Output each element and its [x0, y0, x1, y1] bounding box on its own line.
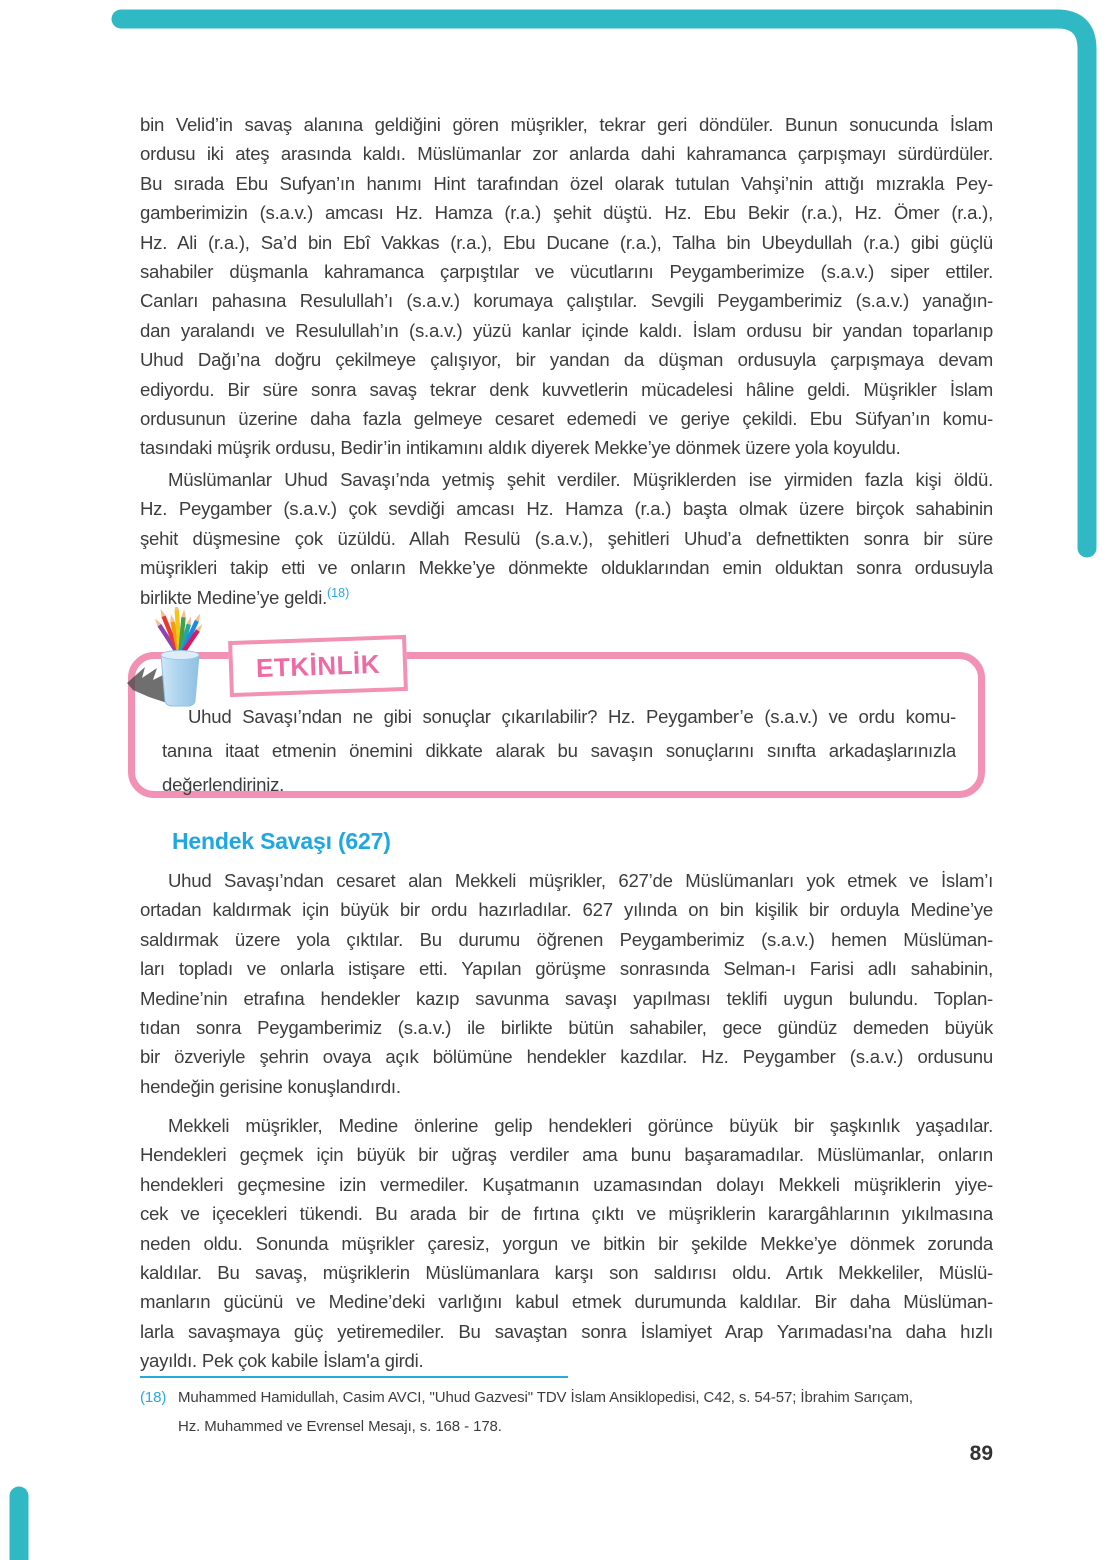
text-line: bin Velid’in savaş alanına geldiğini gören müşrikler, tekrar geri döndüler. Bunun sonucunda İslam — [140, 114, 993, 135]
activity-text — [162, 700, 956, 802]
text-line: ordusu iki ateş arasında kaldı. Müslümanlar zor anlarda dahi kahramanca çarpışmayı sürdürdüler. — [140, 143, 993, 165]
footnote-number: (18) — [140, 1389, 167, 1406]
paragraph-body — [140, 465, 993, 583]
text-line: ediyordu. Bir süre sonra savaş tekrar denk kuvvetlerin mücadelesi hâline geldi. Müşrikler İslam — [140, 378, 993, 400]
text-line: hendekleri geçmesine izin vermediler. Kuşatmanın uzamasından dolayı Mekkeli müşriklerin yiye- — [140, 1173, 993, 1195]
text-line: yayıldı. Pek çok kabile İslam'a girdi. — [140, 1350, 424, 1372]
text-line: kaldılar. Bu savaş, müşriklerin Müslümanlara karşı son saldırısı oldu. Artık Mekkeliler, Müslü- — [140, 1262, 993, 1284]
footnote-ref-marker: (18) — [327, 585, 350, 600]
footnote-line-2: Hz. Muhammed ve Evrensel Mesajı, s. 168 - 178. — [178, 1418, 502, 1435]
text-line: sahabiler düşmanla kahramanca çarpıştılar ve vücutlarını Peygamberimize (s.a.v.) siper ettiler. — [140, 261, 993, 283]
activity-box — [128, 648, 985, 798]
text-line: değerlendiriniz. — [162, 774, 285, 795]
text-line: Hz. Ali (r.a.), Sa’d bin Ebî Vakkas (r.a.), Ebu Ducane (r.a.), Talha bin Ubeydullah (r.a.) gibi güçlü — [140, 231, 993, 253]
footnote-line-1 — [140, 1383, 1040, 1412]
text-line: hendeğin gerisine konuşlandırdı. — [140, 1075, 401, 1097]
text-line: ları topladı ve onlarla istişare etti. Yapılan görüşme sonrasında Selman-ı Farisi adlı sahabinin, — [140, 958, 993, 980]
pencil-cup-icon — [125, 607, 237, 709]
paragraph-hendek-1 — [140, 866, 993, 1101]
footnote — [140, 1376, 1040, 1441]
text-line: Uhud Savaşı’ndan ne gibi sonuçlar çıkarılabilir? Hz. Peygamber’e (s.a.v.) ve ordu komu- — [188, 706, 956, 727]
text-line: ordusunun üzerine daha fazla gelmeye cesaret edemedi ve geriye çekildi. Ebu Süfyan’ın komu- — [140, 408, 993, 430]
text-line: manların gücünü ve Medine’deki varlığını kabul etmek durumunda kaldılar. Bir daha Müslüman- — [140, 1291, 993, 1313]
text-line — [140, 583, 993, 612]
text-line: Uhud Dağı’na doğru çekilmeye çalışıyor, bir yandan da düşman ordusuyla çarpışmaya devam — [140, 349, 993, 371]
text-line: Bu sırada Ebu Sufyan’ın hanımı Hint tarafından özel olarak tutulan Vahşi’nin attığı mızrakla Pey- — [140, 172, 993, 194]
text-line: tanına itaat etmenin önemini dikkate alarak bu savaşın sonuçlarını sınıfta arkadaşlarınızla — [162, 740, 956, 761]
footnote-text: Muhammed Hamidullah, Casim AVCI, "Uhud Gazvesi" TDV İslam Ansiklopedisi, C42, s. 54-57; İbrahim Sarıçam, — [178, 1389, 913, 1406]
text-line: Hz. Peygamber (s.a.v.) çok sevdiği amcası Hz. Hamza (r.a.) başta olmak üzere birçok sahabinin — [140, 498, 993, 520]
text-line: Hendekleri geçmek için büyük bir uğraş verdiler ama bunu başaramadılar. Müslümanlar, onların — [140, 1144, 993, 1166]
last-line-text: birlikte Medine’ye geldi. — [140, 586, 328, 608]
text-line: larla savaşmaya güç yetiremediler. Bu savaştan sonra İslamiyet Arap Yarımadası'na daha hızlı — [140, 1320, 993, 1342]
text-line: Mekkeli müşrikler, Medine önlerine gelip hendekleri görünce büyük bir şaşkınlık yaşadılar. — [168, 1115, 993, 1136]
text-line: dan yaralandı ve Resulullah’ın (s.a.v.) yüzü kanlar içinde kaldı. İslam ordusu bir yandan toparlanıp — [140, 319, 993, 341]
text-line: tıdan sonra Peygamberimiz (s.a.v.) ile birlikte bütün sahabiler, gece gündüz demeden büyük — [140, 1017, 993, 1039]
text-line: saldırmak üzere yola çıktılar. Bu durumu öğrenen Peygamberimiz (s.a.v.) hemen Müslüman- — [140, 928, 993, 950]
activity-tab — [228, 635, 408, 697]
text-line: müşrikleri takip etti ve onların Mekke’ye dönmekte olduklarından emin olduktan sonra ordusuyla — [140, 557, 993, 579]
paragraph-uhud-results — [140, 465, 993, 612]
text-line: bir özveriyle şehrin ovaya açık bölümüne hendekler kazdılar. Hz. Peygamber (s.a.v.) ordusunu — [140, 1046, 993, 1068]
text-line: Canları pahasına Resulullah’ı (s.a.v.) korumaya çalıştılar. Sevgili Peygamberimiz (s.a.v.) yanağın- — [140, 290, 993, 312]
text-line: Medine’nin etrafına hendekler kazıp savunma savaşı yapılması teklifi uygun bulundu. Toplan- — [140, 987, 993, 1009]
text-line: cek ve içecekleri tükendi. Bu arada bir de fırtına çıktı ve müşriklerin karargâhlarının yıkılmasına — [140, 1203, 993, 1225]
footnote-divider — [140, 1376, 568, 1378]
activity-label: ETKİNLİK — [255, 648, 381, 683]
section-heading: Hendek Savaşı (627) — [172, 828, 391, 854]
text-line: tasındaki müşrik ordusu, Bedir’in intikamını aldık diyerek Mekke’ye dönmek üzere yola koyuldu. — [140, 437, 901, 459]
text-line: gamberimizin (s.a.v.) amcası Hz. Hamza (r.a.) şehit düştü. Hz. Ebu Bekir (r.a.), Hz. Ömer (r.a.), — [140, 202, 993, 224]
paragraph-uhud-continuation — [140, 110, 993, 463]
text-line: Müslümanlar Uhud Savaşı’nda yetmiş şehit verdiler. Müşriklerden ise yirmiden fazla kişi öldü. — [168, 469, 993, 490]
text-line: neden oldu. Sonunda müşrikler çaresiz, yorgun ve bitkin bir şekilde Mekke’ye dönmek zorunda — [140, 1232, 993, 1254]
page-number: 89 — [969, 1442, 993, 1465]
text-line: şehit düşmesine çok üzüldü. Allah Resulü (s.a.v.), şehitleri Uhud’a defnettikten sonra bir süre — [140, 527, 993, 549]
text-line: Uhud Savaşı’ndan cesaret alan Mekkeli müşrikler, 627’de Müslümanları yok etmek ve İslam’ı — [168, 870, 993, 891]
text-line: ortadan kaldırmak için büyük bir ordu hazırladılar. 627 yılında on bin kişilik bir orduyla Medine’ye — [140, 899, 993, 921]
paragraph-hendek-2 — [140, 1111, 993, 1376]
